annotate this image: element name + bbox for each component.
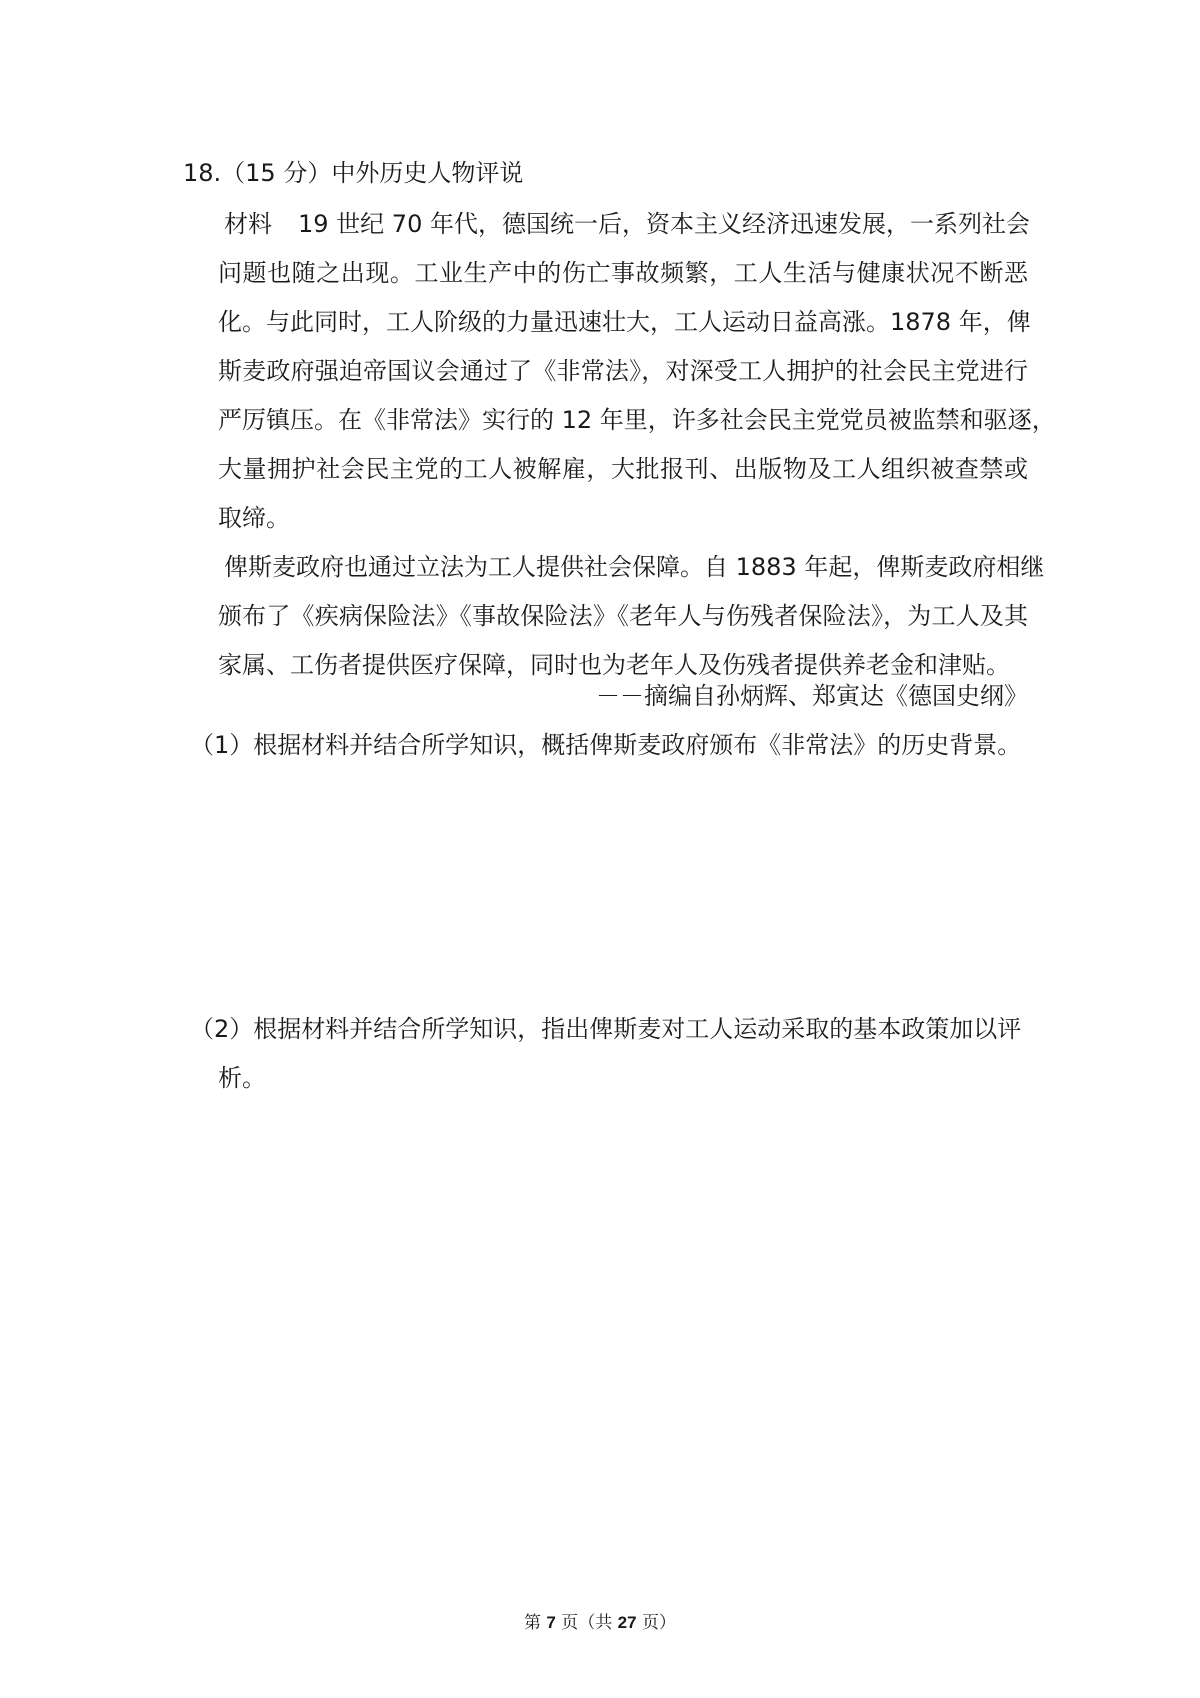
material-line: 家属、工伤者提供医疗保障，同时也为老年人及伤残者提供养老金和津贴。 xyxy=(218,651,1010,679)
footer-total-pages: 27 xyxy=(617,1613,637,1632)
material-label: 材料 xyxy=(224,210,272,238)
question-title: 18.（15 分）中外历史人物评说 xyxy=(183,159,524,187)
sub-question-line: （1）根据材料并结合所学知识，概括俾斯麦政府颁布《非常法》的历史背景。 xyxy=(190,731,1022,759)
footer-suffix: 页） xyxy=(642,1613,676,1633)
sub-question-line: （2）根据材料并结合所学知识，指出俾斯麦对工人运动采取的基本政策加以评 xyxy=(190,1015,1022,1043)
footer-prefix: 第 xyxy=(523,1613,541,1633)
material-line: 取缔。 xyxy=(218,504,290,532)
material-line: 严厉镇压。在《非常法》实行的 12 年里，许多社会民主党党员被监禁和驱逐， xyxy=(218,406,1056,434)
sub-question-line: 析。 xyxy=(218,1064,266,1092)
footer-middle: 页（共 xyxy=(561,1613,613,1633)
material-paragraph-1 xyxy=(218,200,1056,543)
material-line: 化。与此同时，工人阶级的力量迅速壮大，工人运动日益高涨。1878 年，俾 xyxy=(218,308,1031,336)
sub-question-2 xyxy=(190,1005,1030,1103)
material-paragraph-2 xyxy=(218,543,1045,690)
page-footer xyxy=(0,1612,1200,1634)
material-line: 颁布了《疾病保险法》《事故保险法》《老年人与伤残者保险法》，为工人及其 xyxy=(218,602,1028,630)
sub-question-1 xyxy=(190,721,1030,770)
material-line: 大量拥护社会民主党的工人被解雇，大批报刊、出版物及工人组织被查禁或 xyxy=(218,455,1028,483)
material-line: 问题也随之出现。工业生产中的伤亡事故频繁，工人生活与健康状况不断恶 xyxy=(218,259,1028,287)
material-block xyxy=(218,200,1056,690)
material-source: －－摘编自孙炳辉、郑寅达《德国史纲》 xyxy=(596,682,1028,710)
material-line: 俾斯麦政府也通过立法为工人提供社会保障。自 1883 年起，俾斯麦政府相继 xyxy=(224,553,1045,581)
material-line: 材料 19 世纪 70 年代，德国统一后，资本主义经济迅速发展，一系列社会 xyxy=(224,210,1030,238)
material-line: 斯麦政府强迫帝国议会通过了《非常法》，对深受工人拥护的社会民主党进行 xyxy=(218,357,1028,385)
footer-current-page: 7 xyxy=(546,1613,556,1632)
